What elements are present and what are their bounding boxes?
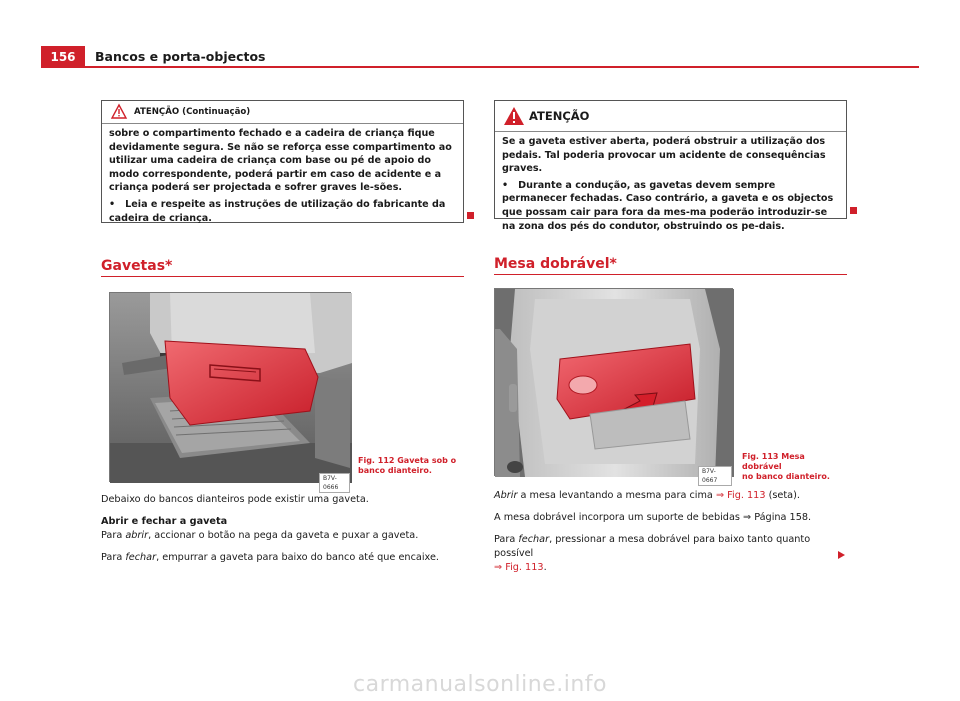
section-end-mark xyxy=(850,207,857,214)
warning-header xyxy=(102,101,463,124)
warning-header xyxy=(495,101,846,132)
figure-drawer xyxy=(109,292,351,491)
watermark: carmanualsonline.info xyxy=(353,672,607,697)
warning-bullet-item: • Durante a condução, as gavetas devem sempre permanecer fechadas. Caso contrário, a gaveta e os objectos que possam cair para fora da mes-ma poderão introduzir-se na zona dos pés do condutor, obstruindo os pe-dais. xyxy=(502,179,834,232)
section-rule xyxy=(101,276,464,277)
running-title: Bancos e porta-objectos xyxy=(95,49,266,64)
drawer-illustration xyxy=(110,293,352,483)
warning-box-continued xyxy=(101,100,464,223)
figure-link[interactable]: ⇒ Fig. 113 xyxy=(494,562,544,573)
warning-bullet-item: • Leia e respeite as instruções de utilização do fabricante da cadeira de criança. xyxy=(109,198,446,224)
page-number: 156 xyxy=(41,46,85,68)
warning-triangle-icon xyxy=(503,106,525,126)
open-instruction: Abrir a mesa levantando a mesma para cima ⇒ Fig. 113 (seta). xyxy=(494,490,800,501)
continue-arrow-icon xyxy=(838,551,845,559)
warning-box xyxy=(494,100,847,232)
open-instruction: Para abrir, accionar o botão na pega da gaveta e puxar a gaveta. xyxy=(101,530,419,541)
figure-folding-table xyxy=(494,288,733,484)
warning-paragraph: Se a gaveta estiver aberta, poderá obstruir a utilização dos pedais. Tal poderia provocar um acidente de consequências graves. xyxy=(502,136,826,175)
drawers-text xyxy=(101,493,464,573)
section-title-folding-table: Mesa dobrável* xyxy=(494,256,617,272)
close-instruction: Para fechar, pressionar a mesa dobrável para baixo tanto quanto possível ⇒ Fig. 113. xyxy=(494,534,811,573)
intro-paragraph: Debaixo do bancos dianteiros pode existir uma gaveta. xyxy=(101,494,369,505)
section-title-drawers: Gavetas* xyxy=(101,258,173,274)
warning-body xyxy=(102,124,463,225)
warning-body xyxy=(495,132,846,233)
figure-link[interactable]: ⇒ Fig. 113 xyxy=(715,490,766,501)
subheading: Abrir e fechar a gaveta xyxy=(101,516,228,527)
section-rule xyxy=(494,274,847,275)
header-rule xyxy=(85,66,919,68)
cup-holder-paragraph: A mesa dobrável incorpora um suporte de bebidas ⇒ Página 158. xyxy=(494,512,812,523)
folding-table-text xyxy=(494,489,847,583)
figure-caption: Fig. 113 Mesa dobrável no banco dianteiro. xyxy=(742,452,830,481)
figure-caption: Fig. 112 Gaveta sob o banco dianteiro. xyxy=(358,456,457,475)
figure-code: B7V-0666 xyxy=(319,473,350,493)
folding-table-illustration xyxy=(495,289,734,477)
warning-title: ATENÇÃO xyxy=(529,109,590,123)
warning-title: ATENÇÃO (Continuação) xyxy=(134,107,251,117)
section-end-mark xyxy=(467,212,474,219)
figure-code: B7V-0667 xyxy=(698,466,732,486)
close-instruction: Para fechar, empurrar a gaveta para baixo do banco até que encaixe. xyxy=(101,552,440,563)
warning-paragraph: sobre o compartimento fechado e a cadeira de criança fique devidamente segura. Se não se reforça esse compartimento ao utilizar uma cadeira de criança com base ou pé de apoio do modo correspondente, poderá partir em caso de acidente e a criança poderá ser projectada e sofrer graves le-sões. xyxy=(109,128,452,194)
warning-triangle-icon xyxy=(111,104,127,119)
